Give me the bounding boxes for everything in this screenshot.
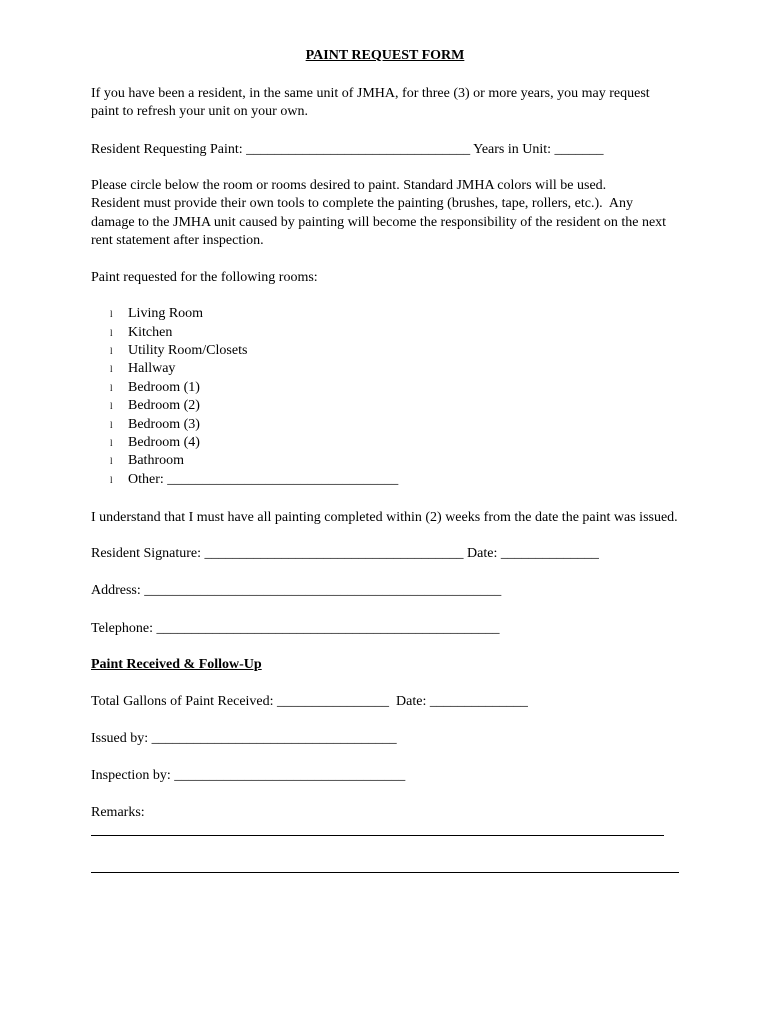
room-item-kitchen[interactable] bbox=[110, 323, 398, 341]
room-label: Bedroom (4) bbox=[128, 434, 200, 450]
bullet-icon: l bbox=[110, 345, 113, 356]
inspection-by-field[interactable]: Inspection by: _________________________________ bbox=[91, 768, 406, 783]
room-label: Other: _________________________________ bbox=[128, 471, 399, 487]
followup-heading: Paint Received & Follow-Up bbox=[91, 657, 262, 672]
form-title: PAINT REQUEST FORM bbox=[305, 48, 465, 63]
bullet-icon: l bbox=[110, 327, 113, 338]
room-item-bedroom-4[interactable] bbox=[110, 434, 398, 452]
instructions-line-1: Please circle below the room or rooms desired to paint. Standard JMHA colors will be used. bbox=[91, 178, 607, 193]
bullet-icon: l bbox=[110, 401, 113, 412]
room-label: Bedroom (3) bbox=[128, 416, 200, 432]
remarks-line-2[interactable] bbox=[91, 872, 679, 873]
bullet-icon: l bbox=[110, 437, 113, 448]
issued-by-field[interactable]: Issued by: ___________________________________ bbox=[91, 731, 397, 746]
room-item-hallway[interactable] bbox=[110, 360, 398, 378]
bullet-icon: l bbox=[110, 382, 113, 393]
telephone-field[interactable]: Telephone: _________________________________________________ bbox=[91, 621, 500, 636]
rooms-heading: Paint requested for the following rooms: bbox=[91, 270, 318, 285]
remarks-label: Remarks: bbox=[91, 805, 145, 820]
room-label: Kitchen bbox=[128, 324, 173, 340]
room-item-living-room[interactable] bbox=[110, 305, 398, 323]
bullet-icon: l bbox=[110, 456, 113, 467]
bullet-icon: l bbox=[110, 474, 113, 485]
address-field[interactable]: Address: ___________________________________________________ bbox=[91, 583, 502, 598]
room-item-bedroom-2[interactable] bbox=[110, 397, 398, 415]
resident-requesting-field[interactable]: Resident Requesting Paint: ________________________________ Years in Unit: _______ bbox=[91, 142, 604, 157]
bullet-icon: l bbox=[110, 309, 113, 320]
room-label: Hallway bbox=[128, 361, 176, 377]
understand-statement: I understand that I must have all painting completed within (2) weeks from the date the paint was issued. bbox=[91, 510, 678, 525]
room-label: Bedroom (2) bbox=[128, 398, 200, 414]
instructions-line-3: damage to the JMHA unit caused by painting will become the responsibility of the resident on the next bbox=[91, 215, 667, 230]
room-label: Living Room bbox=[128, 306, 204, 322]
room-label: Bathroom bbox=[128, 453, 184, 469]
room-label: Bedroom (1) bbox=[128, 379, 200, 395]
rooms-list bbox=[110, 305, 398, 489]
resident-signature-field[interactable]: Resident Signature: _____________________________________ Date: ______________ bbox=[91, 546, 599, 561]
room-item-bedroom-1[interactable] bbox=[110, 379, 398, 397]
instructions-line-4: rent statement after inspection. bbox=[91, 233, 264, 248]
gallons-received-field[interactable]: Total Gallons of Paint Received: ________________ Date: ______________ bbox=[91, 694, 528, 709]
room-label: Utility Room/Closets bbox=[128, 342, 248, 358]
room-item-bathroom[interactable] bbox=[110, 452, 398, 470]
room-item-bedroom-3[interactable] bbox=[110, 415, 398, 433]
bullet-icon: l bbox=[110, 364, 113, 375]
intro-text-line-2: paint to refresh your unit on your own. bbox=[91, 104, 308, 119]
intro-text-line-1: If you have been a resident, in the same unit of JMHA, for three (3) or more years, you may request bbox=[91, 86, 650, 101]
instructions-line-2: Resident must provide their own tools to complete the painting (brushes, tape, rollers, etc.). Any bbox=[91, 196, 634, 211]
room-item-other[interactable] bbox=[110, 471, 398, 489]
room-item-utility-room-closets[interactable] bbox=[110, 342, 398, 360]
remarks-line-1[interactable] bbox=[91, 835, 664, 836]
bullet-icon: l bbox=[110, 419, 113, 430]
